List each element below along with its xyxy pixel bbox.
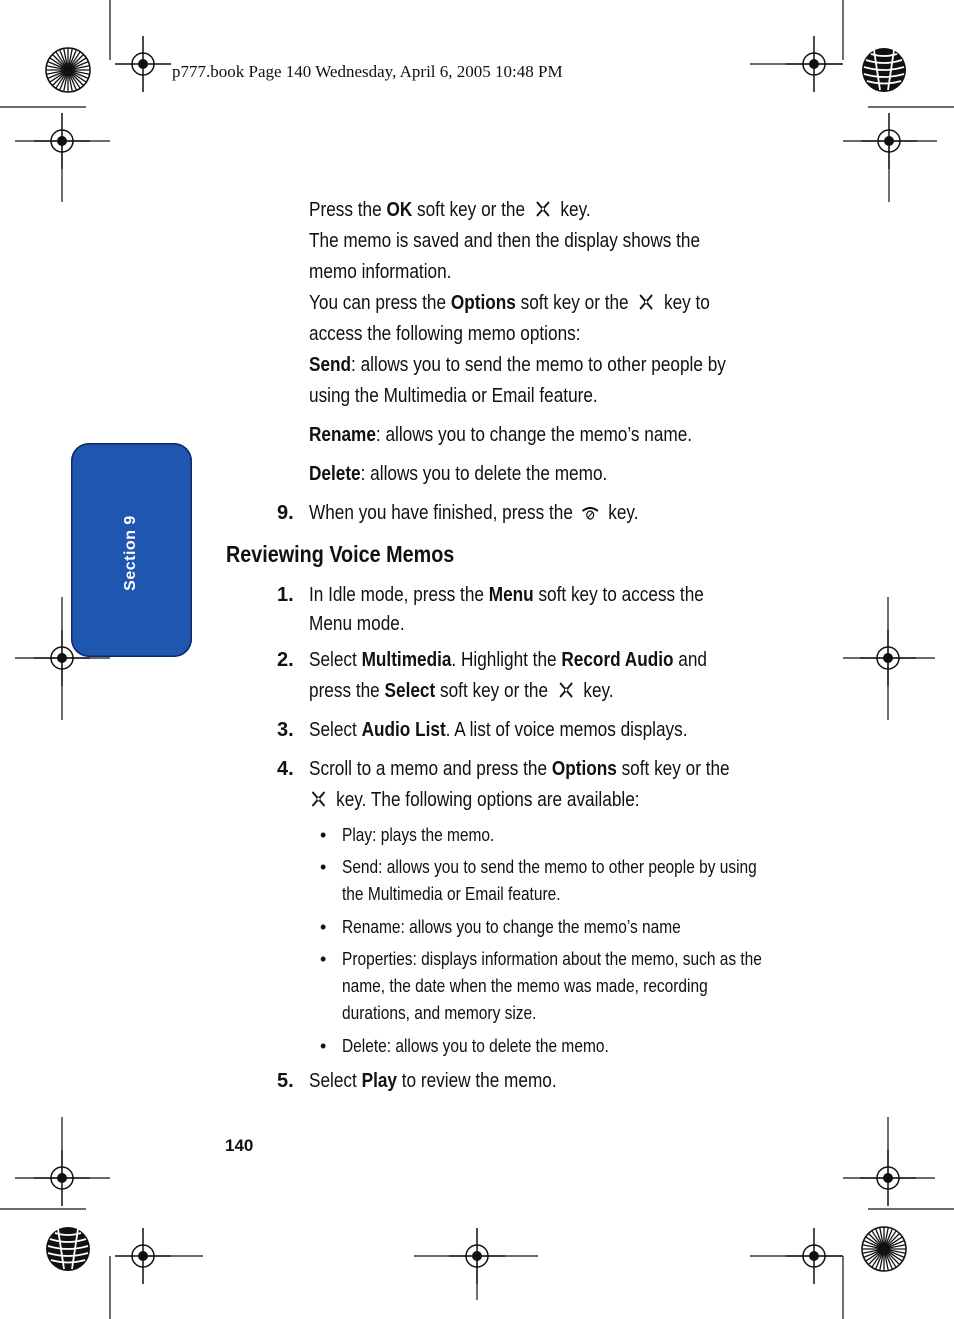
- option-send: Send: allows you to send the memo to other people by: [309, 354, 726, 376]
- page-number: 140: [225, 1136, 254, 1155]
- bullet-marker: •: [320, 825, 327, 845]
- navigation-key-icon: [309, 790, 328, 808]
- option-delete-bullet: Delete: allows you to delete the memo.: [342, 1036, 609, 1056]
- navigation-key-icon: [637, 293, 656, 311]
- step-1-text: In Idle mode, press the Menu soft key to access the: [309, 584, 704, 606]
- option-properties-cont: durations, and memory size.: [342, 1003, 537, 1023]
- option-properties: Properties: displays information about the memo, such as the: [342, 949, 762, 969]
- text-line: You can press the Options soft key or the key to: [309, 292, 710, 314]
- book-info-header: p777.book Page 140 Wednesday, April 6, 2005 10:48 PM: [172, 62, 563, 81]
- step-3-text: Select Audio List. A list of voice memos displays.: [309, 719, 688, 741]
- section-heading: Reviewing Voice Memos: [226, 541, 455, 567]
- navigation-key-icon: [533, 200, 552, 218]
- text-line: using the Multimedia or Email feature.: [309, 385, 598, 407]
- bullet-marker: •: [320, 1036, 327, 1056]
- text-line: memo information.: [309, 261, 452, 283]
- bullet-marker: •: [320, 917, 327, 937]
- text-line: press the Select soft key or the key.: [309, 680, 614, 702]
- step-5-text: Select Play to review the memo.: [309, 1070, 557, 1092]
- option-rename-bullet: Rename: allows you to change the memo’s name: [342, 917, 681, 937]
- step-number: 1.: [277, 584, 294, 606]
- bullet-marker: •: [320, 949, 327, 969]
- navigation-key-icon: [556, 681, 575, 699]
- bullet-marker: •: [320, 857, 327, 877]
- step-9-text: When you have finished, press the key.: [309, 502, 639, 524]
- option-delete: Delete: allows you to delete the memo.: [309, 463, 608, 485]
- option-rename: Rename: allows you to change the memo’s name.: [309, 424, 693, 446]
- option-play: Play: plays the memo.: [342, 825, 495, 845]
- text-line: key. The following options are available:: [309, 785, 693, 816]
- text-line: Press the OK soft key or the key.: [309, 199, 591, 221]
- step-number: 3.: [277, 719, 294, 741]
- step-number: 5.: [277, 1070, 294, 1092]
- step-4-text: Scroll to a memo and press the Options soft key or the: [309, 758, 730, 780]
- section-tab: [71, 443, 192, 657]
- option-send-bullet: Send: allows you to send the memo to other people by using: [342, 857, 757, 877]
- option-properties-cont: name, the date when the memo was made, recording: [342, 976, 708, 996]
- option-send-bullet-cont: the Multimedia or Email feature.: [342, 884, 561, 904]
- step-number: 9.: [277, 502, 294, 524]
- section-tab-label: Section 9: [122, 515, 139, 591]
- text-line: access the following memo options:: [309, 323, 581, 345]
- step-2-text: Select Multimedia. Highlight the Record Audio and: [309, 649, 707, 671]
- step-number: 2.: [277, 649, 294, 671]
- text-line: Menu mode.: [309, 613, 405, 635]
- end-key-icon: [581, 503, 600, 521]
- step-number: 4.: [277, 758, 294, 780]
- text-line: The memo is saved and then the display shows the: [309, 230, 701, 252]
